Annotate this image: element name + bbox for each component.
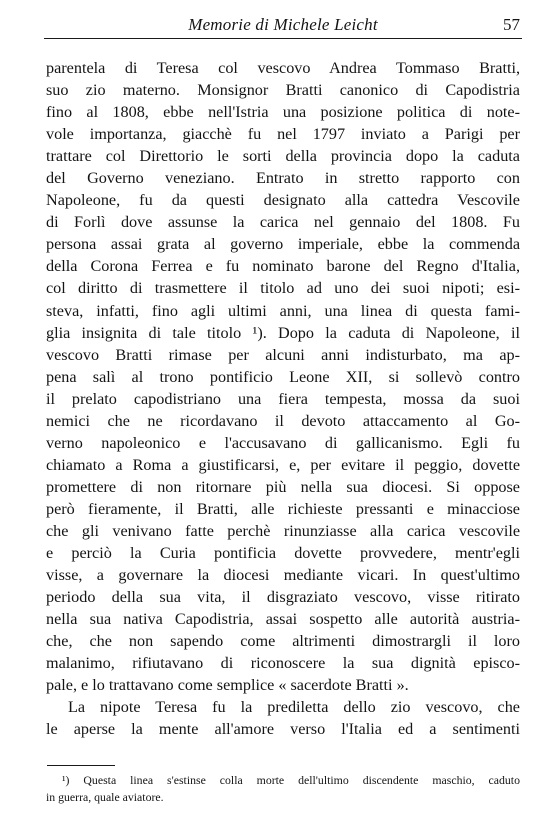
text-line: promettere di non ritornare più nella sua diocesi. Si oppose bbox=[46, 477, 520, 496]
text-line: persona assai grata al governo imperiale, ebbe la commenda bbox=[46, 235, 520, 254]
text-line: parentela di Teresa col vescovo Andrea Tommaso Bratti, bbox=[46, 59, 520, 77]
text-line: pale, e lo trattavano come semplice « sacerdote Bratti ». bbox=[46, 676, 409, 695]
running-title: Memorie di Michele Leicht bbox=[188, 15, 378, 34]
running-header bbox=[44, 12, 522, 39]
text-line: suo zio materno. Monsignor Bratti canonico di Capodistria bbox=[46, 81, 520, 100]
text-line: però fieramente, il Bratti, alle richieste pressanti e minacciose bbox=[46, 499, 520, 518]
footnote-rule bbox=[47, 765, 115, 766]
text-line: verno napoleonico e l'accusavano di gallicanismo. Egli fu bbox=[46, 433, 520, 452]
text-line: nemici che ne ricordavano il devoto attaccamento al Go- bbox=[46, 411, 520, 430]
text-line: della Corona Ferrea e fu nominato barone del Regno d'Italia, bbox=[46, 257, 520, 276]
paragraph-1 bbox=[46, 57, 520, 696]
text-line: le aperse la mente all'amore verso l'Italia ed a sentimenti bbox=[46, 720, 520, 739]
paragraph-2 bbox=[46, 696, 520, 740]
footnote bbox=[46, 772, 520, 806]
text-line: vescovo Bratti rimase per alcuni anni indisturbato, ma ap- bbox=[46, 345, 520, 364]
footnote-line: in guerra, quale aviatore. bbox=[46, 790, 164, 804]
footnote-line: ¹) Questa linea s'estinse colla morte dell'ultimo discendente maschio, caduto bbox=[62, 773, 520, 787]
text-line: trattare col Direttorio le sorti della provincia dopo la caduta bbox=[46, 147, 520, 166]
text-line: pena salì al trono pontificio Leone XII, si sollevò contro bbox=[46, 367, 520, 386]
text-line: col diritto di trasmettere il titolo ad uno dei suoi nipoti; esi- bbox=[46, 279, 520, 298]
text-line: visse, a governare la diocesi mediante vicari. In quest'ultimo bbox=[46, 566, 520, 585]
text-line: Napoleone, fu da questi designato alla cattedra Vescovile bbox=[46, 191, 520, 210]
text-line: che gli venivano fatte perchè rinunziasse alla carica vescovile bbox=[46, 521, 520, 540]
text-line: steva, infatti, fino agli ultimi anni, una linea di questa fami- bbox=[46, 301, 520, 320]
text-line: fino al 1808, ebbe nell'Istria una posizione politica di note- bbox=[46, 103, 520, 122]
text-line: del Governo veneziano. Entrato in stretto rapporto con bbox=[46, 169, 520, 188]
text-line: nella sua nativa Capodistria, assai sospetto alle autorità austria- bbox=[46, 610, 520, 629]
text-line: malanimo, rifiutavano di riconoscere la sua dignità episco- bbox=[46, 654, 520, 673]
page-number: 57 bbox=[503, 15, 520, 34]
text-line-with-footnote-ref: glia insignita di tale titolo ¹). Dopo la caduta di Napoleone, il bbox=[46, 323, 520, 342]
text-line: vole importanza, giacchè fu nel 1797 inviato a Parigi per bbox=[46, 125, 520, 144]
text-line: e perciò la Curia pontificia dovette provvedere, mentr'egli bbox=[46, 544, 520, 563]
text-line: chiamato a Roma a giustificarsi, e, per evitare il peggio, dovette bbox=[46, 455, 520, 474]
text-line: periodo della sua vita, il disgraziato vescovo, visse ritirato bbox=[46, 588, 520, 607]
body-text bbox=[46, 57, 520, 740]
text-line: di Forlì dove assunse la carica nel gennaio del 1808. Fu bbox=[46, 213, 520, 232]
text-line: il prelato capodistriano una fiera tempesta, mossa da suoi bbox=[46, 389, 520, 408]
text-line: La nipote Teresa fu la prediletta dello zio vescovo, che bbox=[68, 698, 520, 717]
text-line: che, che non sapendo come altrimenti dimostrargli il loro bbox=[46, 632, 520, 651]
